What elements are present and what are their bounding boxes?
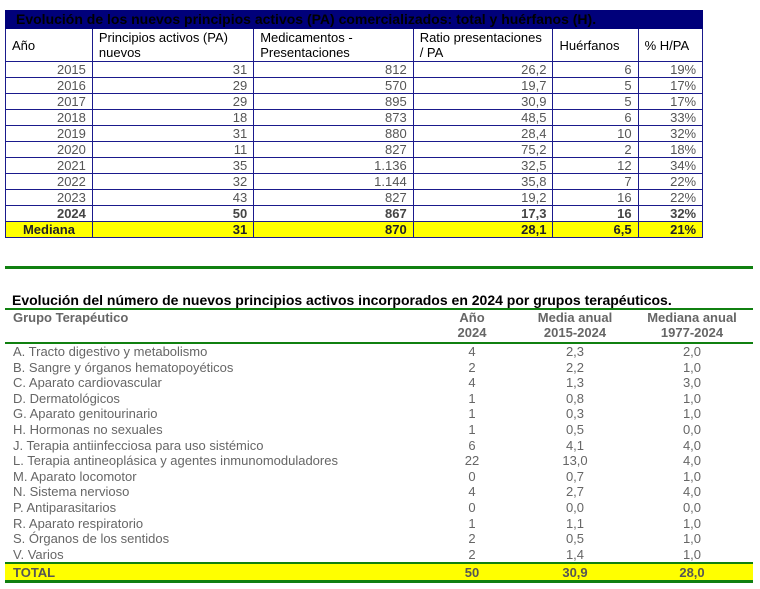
- table-cell: 827: [254, 142, 414, 158]
- table-cell: 2: [468, 359, 476, 375]
- table-cell: 0,8: [565, 390, 585, 406]
- table-cell: 2: [468, 531, 476, 547]
- header-median-line1: Mediana anual: [647, 310, 737, 325]
- table-cell: 873: [254, 110, 414, 126]
- table-row: [5, 343, 753, 360]
- table-cell: 895: [254, 94, 414, 110]
- median-cell: 870: [254, 222, 414, 238]
- table-cell: 32%: [638, 126, 703, 142]
- table-cell: 1,3: [565, 375, 585, 391]
- table-cell: 1,0: [682, 546, 702, 562]
- group-name: P. Antiparasitarios: [13, 499, 117, 515]
- median-cell: 6,5: [553, 222, 638, 238]
- table-cell: 2015: [6, 62, 93, 78]
- pa-evolution-table: [5, 10, 703, 238]
- column-header: Año: [6, 29, 93, 62]
- table-cell: 2017: [6, 94, 93, 110]
- table-cell: 31: [92, 126, 253, 142]
- group-name: M. Aparato locomotor: [13, 468, 137, 484]
- table-cell: 1,0: [682, 359, 702, 375]
- table-row: [5, 500, 753, 516]
- table-row: [5, 375, 753, 391]
- table-cell: 0: [468, 468, 476, 484]
- table-cell: 34%: [638, 158, 703, 174]
- table-cell: 0,5: [565, 421, 585, 437]
- table-cell: 6: [553, 110, 638, 126]
- header-year-line1: Año: [459, 310, 485, 325]
- table-row: [5, 360, 753, 376]
- header-median: [631, 309, 753, 343]
- table-cell: 2020: [6, 142, 93, 158]
- table-cell: 0,3: [565, 406, 585, 422]
- table-cell: 12: [553, 158, 638, 174]
- table-row: [5, 422, 753, 438]
- median-cell: Mediana: [6, 222, 93, 238]
- table-cell: 1,0: [682, 390, 702, 406]
- table-cell: 4: [468, 344, 476, 359]
- table-cell: 19,7: [413, 78, 553, 94]
- table-title: Evolución de los nuevos principios activos (PA) comercializados: total y huérfanos (H).: [6, 11, 703, 29]
- column-header: Principios activos (PA) nuevos: [92, 29, 253, 62]
- table-cell: 2023: [6, 190, 93, 206]
- table-cell: 35: [92, 158, 253, 174]
- table-cell: 1: [468, 406, 476, 422]
- median-cell: 31: [92, 222, 253, 238]
- table-cell: 570: [254, 78, 414, 94]
- table-cell: 18%: [638, 142, 703, 158]
- table-cell: 28,4: [413, 126, 553, 142]
- table-row: [5, 547, 753, 564]
- table-cell: 4,0: [682, 437, 702, 453]
- table-cell: 0,0: [682, 421, 702, 437]
- table-cell: 2019: [6, 126, 93, 142]
- table-cell: 18: [92, 110, 253, 126]
- table-cell: 50: [92, 206, 253, 222]
- table-cell: 1,4: [565, 546, 585, 562]
- table-row: [6, 206, 703, 222]
- median-cell: 21%: [638, 222, 703, 238]
- table-row: [6, 142, 703, 158]
- table-cell: 1.136: [254, 158, 414, 174]
- table-row: [6, 190, 703, 206]
- table-cell: 22: [464, 453, 480, 469]
- table-cell: 22%: [638, 190, 703, 206]
- table-row: [6, 110, 703, 126]
- table-cell: 17%: [638, 78, 703, 94]
- table-cell: 30,9: [413, 94, 553, 110]
- table-cell: 13,0: [562, 453, 588, 469]
- table-cell: 0,0: [565, 499, 585, 515]
- table-cell: 1,0: [682, 468, 702, 484]
- table-cell: 4,0: [682, 453, 702, 469]
- table-cell: 43: [92, 190, 253, 206]
- table-cell: 4: [468, 375, 476, 391]
- table-cell: 4,1: [565, 437, 585, 453]
- median-row: [6, 222, 703, 238]
- column-header: % H/PA: [638, 29, 703, 62]
- table-row: [6, 94, 703, 110]
- group-name: A. Tracto digestivo y metabolismo: [13, 344, 208, 359]
- table-cell: 812: [254, 62, 414, 78]
- table-cell: 0,0: [682, 499, 702, 515]
- column-header: Ratio presentaciones / PA: [413, 29, 553, 62]
- group-name: R. Aparato respiratorio: [13, 515, 144, 531]
- total-cell: 30,9: [519, 563, 631, 582]
- header-mean-line2: 2015-2024: [543, 325, 607, 340]
- group-name: L. Terapia antineoplásica y agentes inmunomoduladores: [13, 453, 338, 469]
- table-cell: 2,7: [565, 484, 585, 500]
- table-cell: 33%: [638, 110, 703, 126]
- column-header: Medicamentos - Presentaciones: [254, 29, 414, 62]
- table-cell: 19%: [638, 62, 703, 78]
- table-cell: 5: [553, 78, 638, 94]
- table-cell: 11: [92, 142, 253, 158]
- group-name: D. Dermatológicos: [13, 390, 120, 406]
- table-cell: 1: [468, 390, 476, 406]
- table-cell: 1,0: [682, 531, 702, 547]
- table-cell: 2021: [6, 158, 93, 174]
- table-cell: 16: [553, 206, 638, 222]
- table-cell: 1: [468, 515, 476, 531]
- table-cell: 6: [553, 62, 638, 78]
- table-cell: 6: [468, 437, 476, 453]
- table-row: [6, 126, 703, 142]
- therapeutic-groups-table: [5, 308, 753, 583]
- group-name: B. Sangre y órganos hematopoyéticos: [13, 359, 234, 375]
- table-cell: 827: [254, 190, 414, 206]
- table-cell: 0,5: [565, 531, 585, 547]
- table-row: [5, 531, 753, 547]
- table-cell: 1.144: [254, 174, 414, 190]
- group-name: V. Varios: [13, 546, 64, 562]
- table-cell: 1,0: [682, 515, 702, 531]
- table-cell: 867: [254, 206, 414, 222]
- table-cell: 75,2: [413, 142, 553, 158]
- table-row: [5, 484, 753, 500]
- table-cell: 1,0: [682, 406, 702, 422]
- table-cell: 2018: [6, 110, 93, 126]
- group-name: J. Terapia antiinfecciosa para uso sistémico: [13, 437, 264, 453]
- table-cell: 16: [553, 190, 638, 206]
- table-cell: 19,2: [413, 190, 553, 206]
- group-name: N. Sistema nervioso: [13, 484, 130, 500]
- table-cell: 2,3: [565, 344, 585, 359]
- table-cell: 4: [468, 484, 476, 500]
- header-median-line2: 1977-2024: [660, 325, 724, 340]
- header-mean-line1: Media anual: [537, 310, 613, 325]
- table-cell: 32: [92, 174, 253, 190]
- total-cell: 28,0: [631, 563, 753, 582]
- table-cell: 3,0: [682, 375, 702, 391]
- table-cell: 2,0: [682, 344, 702, 359]
- table-cell: 48,5: [413, 110, 553, 126]
- table-cell: 32%: [638, 206, 703, 222]
- table-cell: 31: [92, 62, 253, 78]
- table-row: [5, 438, 753, 454]
- table-cell: 2022: [6, 174, 93, 190]
- median-cell: 28,1: [413, 222, 553, 238]
- column-header: Huérfanos: [553, 29, 638, 62]
- group-name: S. Órganos de los sentidos: [13, 531, 170, 547]
- table-cell: 5: [553, 94, 638, 110]
- table-cell: 26,2: [413, 62, 553, 78]
- table-cell: 2,2: [565, 359, 585, 375]
- header-year-line2: 2024: [457, 325, 487, 340]
- table-cell: 22%: [638, 174, 703, 190]
- section-divider: [5, 266, 753, 269]
- table-row: [6, 78, 703, 94]
- table-cell: 29: [92, 78, 253, 94]
- table-row: [6, 62, 703, 78]
- table-cell: 2: [553, 142, 638, 158]
- header-mean: [519, 309, 631, 343]
- table-cell: 880: [254, 126, 414, 142]
- table-cell: 4,0: [682, 484, 702, 500]
- table-cell: 17,3: [413, 206, 553, 222]
- total-cell: 50: [425, 563, 519, 582]
- table-cell: 0,7: [565, 468, 585, 484]
- therapeutic-groups-title: Evolución del número de nuevos principios activos incorporados en 2024 por grupos terapéuticos.: [12, 292, 672, 308]
- table-cell: 1: [468, 421, 476, 437]
- table-cell: 29: [92, 94, 253, 110]
- header-year: [425, 309, 519, 343]
- total-cell: TOTAL: [5, 563, 425, 582]
- table-cell: 7: [553, 174, 638, 190]
- table-row: [5, 391, 753, 407]
- table-cell: 17%: [638, 94, 703, 110]
- table-cell: 35,8: [413, 174, 553, 190]
- table-cell: 2016: [6, 78, 93, 94]
- table-cell: 10: [553, 126, 638, 142]
- group-name: H. Hormonas no sexuales: [13, 421, 163, 437]
- group-name: C. Aparato cardiovascular: [13, 375, 162, 391]
- header-group: Grupo Terapéutico: [5, 309, 425, 343]
- group-name: G. Aparato genitourinario: [13, 406, 158, 422]
- table-cell: 32,5: [413, 158, 553, 174]
- table-header-row: [5, 309, 753, 343]
- table-cell: 2024: [6, 206, 93, 222]
- total-row: [5, 563, 753, 582]
- table-cell: 1,1: [565, 515, 585, 531]
- table-row: [5, 453, 753, 469]
- table-row: [6, 158, 703, 174]
- table-row: [6, 174, 703, 190]
- table-cell: 2: [468, 546, 476, 562]
- table-row: [5, 516, 753, 532]
- table-header-row: [6, 29, 703, 62]
- table-cell: 0: [468, 499, 476, 515]
- table-row: [5, 469, 753, 485]
- table-row: [5, 406, 753, 422]
